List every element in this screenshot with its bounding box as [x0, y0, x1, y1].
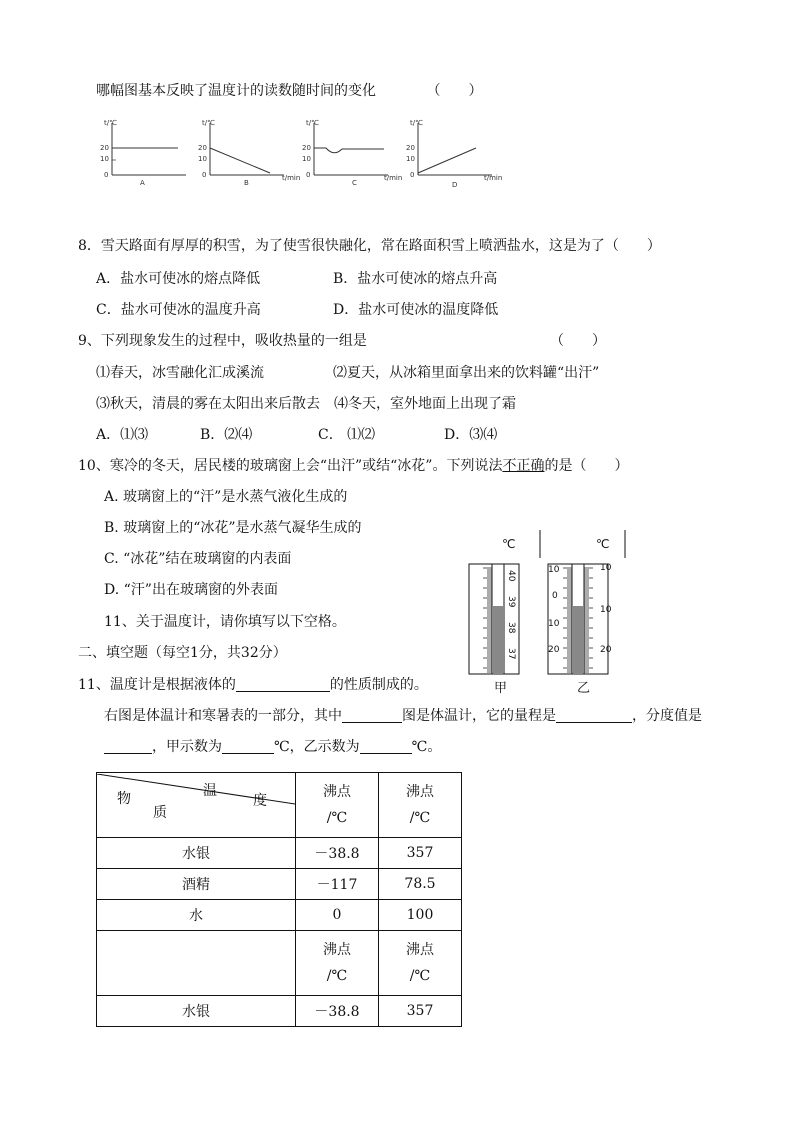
q11-blank-property[interactable] — [236, 677, 330, 692]
q7-answer-paren: （ ） — [426, 83, 483, 99]
table-cell-value: 357 — [379, 838, 462, 869]
graph-a-tick-20: 20 — [100, 144, 109, 152]
q11-line-3-text-c: ℃。 — [411, 739, 442, 755]
table-col-header-1-label: 沸点 — [323, 784, 351, 800]
thermometer-yi-unit: ℃ — [596, 537, 610, 551]
q8-option-c: C．盐水可使冰的温度升高 — [96, 302, 261, 318]
q7-stem-text: 哪幅图基本反映了温度计的读数随时间的变化 — [96, 83, 376, 99]
graph-a-tick-10: 10 — [100, 155, 109, 163]
thermometer-yi-column — [573, 606, 583, 674]
table-col-header-2-unit: /℃ — [409, 810, 431, 826]
q11-line-2-text-a: 右图是体温计和寒暑表的一部分，其中 — [104, 708, 342, 724]
graph-d-letter: D — [452, 181, 458, 189]
q7-stem — [96, 82, 482, 100]
graph-a-y-label: t/℃ — [104, 119, 117, 127]
q11-line-1-text-a: 11、温度计是根据液体的 — [78, 677, 236, 693]
graph-a-tick-0: 0 — [104, 171, 109, 179]
thermometer-yi-right-tick-20: 20 — [600, 645, 612, 655]
section-2-heading: 二、填空题（每空1分，共32分） — [78, 645, 287, 661]
table-header-row — [97, 773, 462, 838]
q11-pre-heading: 11、关于温度计，请你填写以下空格。 — [104, 614, 346, 630]
table-cell-name: 酒精 — [97, 869, 296, 900]
graph-c-y-label: t/℃ — [306, 119, 319, 127]
q11-blank-yi[interactable] — [360, 739, 412, 754]
table-cell-empty — [97, 931, 296, 996]
table-cell-header-repeat — [379, 931, 462, 996]
q11-blank-division[interactable] — [104, 739, 152, 754]
graph-c — [300, 115, 410, 190]
table-cell-value: 357 — [379, 996, 462, 1027]
q9-statement-2: ⑵夏天，从冰箱里面拿出来的饮料罐“出汗” — [333, 365, 600, 381]
graph-d — [404, 115, 514, 190]
table-cell-name: 水 — [97, 900, 296, 931]
graph-d-y-label: t/℃ — [410, 119, 423, 127]
graph-d-line — [418, 148, 476, 173]
table-cell-header-repeat-label: 沸点 — [323, 942, 351, 958]
thermometer-yi-left-tick-10: 10 — [548, 565, 560, 575]
table-cell-value: －38.8 — [296, 996, 379, 1027]
table-row — [97, 869, 462, 900]
q10-option-b: B. 玻璃窗上的“冰花”是水蒸气凝华生成的 — [104, 520, 362, 536]
table-cell-value: －117 — [296, 869, 379, 900]
table-cell-value: 78.5 — [379, 869, 462, 900]
table-cell-value: 100 — [379, 900, 462, 931]
table-diagonal-header — [97, 773, 296, 838]
q9-option-b: B．⑵⑷ — [200, 427, 253, 443]
boiling-point-table — [96, 772, 462, 1027]
q11-line-2-text-c: ，分度值是 — [632, 708, 702, 724]
graph-b-x-label: t/min — [282, 174, 301, 182]
q11-line-3-text-a: ，甲示数为 — [152, 739, 222, 755]
thermometer-figure — [462, 528, 642, 698]
q10-option-a: A. 玻璃窗上的“汗”是水蒸气液化生成的 — [104, 489, 348, 505]
header-zhi: 质 — [153, 805, 167, 821]
table-cell-name: 水银 — [97, 838, 296, 869]
thermometer-jia-label: 甲 — [494, 681, 508, 696]
q10-option-c: C. “冰花”结在玻璃窗的内表面 — [104, 551, 292, 567]
graph-c-x-label: t/min — [384, 174, 403, 182]
q10-stem-emphasis: 不正确 — [502, 458, 545, 474]
q11-blank-jia[interactable] — [222, 739, 274, 754]
graph-d-tick-0: 0 — [410, 171, 415, 179]
q10-stem — [78, 457, 628, 475]
q8-option-b: B．盐水可使冰的熔点升高 — [333, 271, 498, 287]
q9-option-d: D．⑶⑷ — [444, 427, 498, 443]
thermometer-yi-right-tick-10b: 10 — [600, 605, 612, 615]
thermometer-jia — [469, 564, 519, 674]
table-cell-value: 0 — [296, 900, 379, 931]
table-row — [97, 931, 462, 996]
graph-c-tick-10: 10 — [302, 155, 311, 163]
table-col-header-2 — [379, 773, 462, 838]
graph-c-tick-20: 20 — [302, 144, 311, 152]
table-cell-header-repeat-unit: /℃ — [326, 968, 348, 984]
q11-line-3 — [104, 738, 441, 756]
q11-blank-range[interactable] — [556, 708, 632, 723]
q11-line-1-text-b: 的性质制成的。 — [329, 677, 428, 693]
graph-b-tick-10: 10 — [198, 155, 207, 163]
thermometer-jia-tick-38: 38 — [506, 622, 516, 634]
q11-line-3-text-b: ℃，乙示数为 — [274, 739, 360, 755]
q9-option-a: A．⑴⑶ — [96, 427, 149, 443]
thermometer-jia-tick-39: 39 — [506, 596, 516, 608]
q8-option-a: A．盐水可使冰的熔点降低 — [96, 271, 261, 287]
q11-blank-which[interactable] — [342, 708, 402, 723]
table-col-header-2-label: 沸点 — [406, 784, 434, 800]
q10-option-d: D. “汗”出在玻璃窗的外表面 — [104, 582, 278, 598]
table-row — [97, 996, 462, 1027]
q8-stem: 8．雪天路面有厚厚的积雪，为了使雪很快融化，常在路面积雪上喷洒盐水，这是为了（ ） — [78, 238, 661, 254]
graph-b-tick-20: 20 — [198, 144, 207, 152]
table-row — [97, 900, 462, 931]
header-wu: 物 — [117, 791, 131, 807]
table-cell-name: 水银 — [97, 996, 296, 1027]
thermometer-jia-tick-40: 40 — [506, 570, 516, 582]
graph-c-tick-0: 0 — [306, 171, 311, 179]
graph-b-letter: B — [244, 179, 249, 187]
q11-line-2-text-b: 图是体温计，它的量程是 — [402, 708, 556, 724]
graph-c-letter: C — [352, 179, 357, 187]
thermometer-yi-left-tick-0: 0 — [552, 591, 558, 601]
graph-d-tick-20: 20 — [406, 144, 415, 152]
table-row — [97, 838, 462, 869]
table-cell-header-repeat-label: 沸点 — [406, 942, 434, 958]
thermometer-yi-left-tick-20: 20 — [548, 645, 560, 655]
thermometer-yi-label: 乙 — [577, 681, 591, 696]
thermometer-jia-unit: ℃ — [502, 537, 516, 551]
q10-stem-part2: 的是（ ） — [544, 458, 629, 474]
q9-option-c: C． ⑴⑵ — [318, 427, 376, 443]
table-col-header-1 — [296, 773, 379, 838]
thermometer-yi — [548, 563, 612, 674]
graph-c-line — [314, 148, 384, 153]
q9-stem: 9、下列现象发生的过程中，吸收热量的一组是 — [78, 333, 367, 349]
q10-stem-part1: 10、寒冷的冬天，居民楼的玻璃窗上会“出汗”或结“冰花”。下列说法 — [78, 458, 503, 474]
table-cell-header-repeat — [296, 931, 379, 996]
header-wen: 温 — [203, 783, 217, 799]
table-cell-value: －38.8 — [296, 838, 379, 869]
q11-line-2 — [104, 707, 702, 725]
graph-b-line — [210, 148, 270, 173]
thermometer-jia-column — [493, 606, 503, 674]
q9-answer-paren: （ ） — [550, 333, 606, 349]
graph-a-letter: A — [140, 179, 145, 187]
table-cell-header-repeat-unit: /℃ — [409, 968, 431, 984]
header-du: 度 — [253, 793, 267, 809]
graph-b-tick-0: 0 — [202, 171, 207, 179]
graph-d-tick-10: 10 — [406, 155, 415, 163]
graph-b — [196, 115, 306, 190]
thermometer-jia-tick-37: 37 — [506, 648, 516, 660]
q9-statement-3-4: ⑶秋天，清晨的雾在太阳出来后散去 ⑷冬天，室外地面上出现了霜 — [96, 396, 516, 412]
graph-b-y-label: t/℃ — [202, 119, 215, 127]
graph-d-x-label: t/min — [484, 174, 503, 182]
q11-line-1 — [78, 676, 428, 694]
q9-statement-1: ⑴春天，冰雪融化汇成溪流 — [96, 365, 264, 381]
q8-option-d: D．盐水可使冰的温度降低 — [333, 302, 499, 318]
thermometer-yi-right-tick-10: 10 — [600, 563, 612, 573]
table-col-header-1-unit: /℃ — [326, 810, 348, 826]
thermometer-yi-left-tick-10b: 10 — [548, 619, 560, 629]
graph-a — [98, 115, 208, 190]
